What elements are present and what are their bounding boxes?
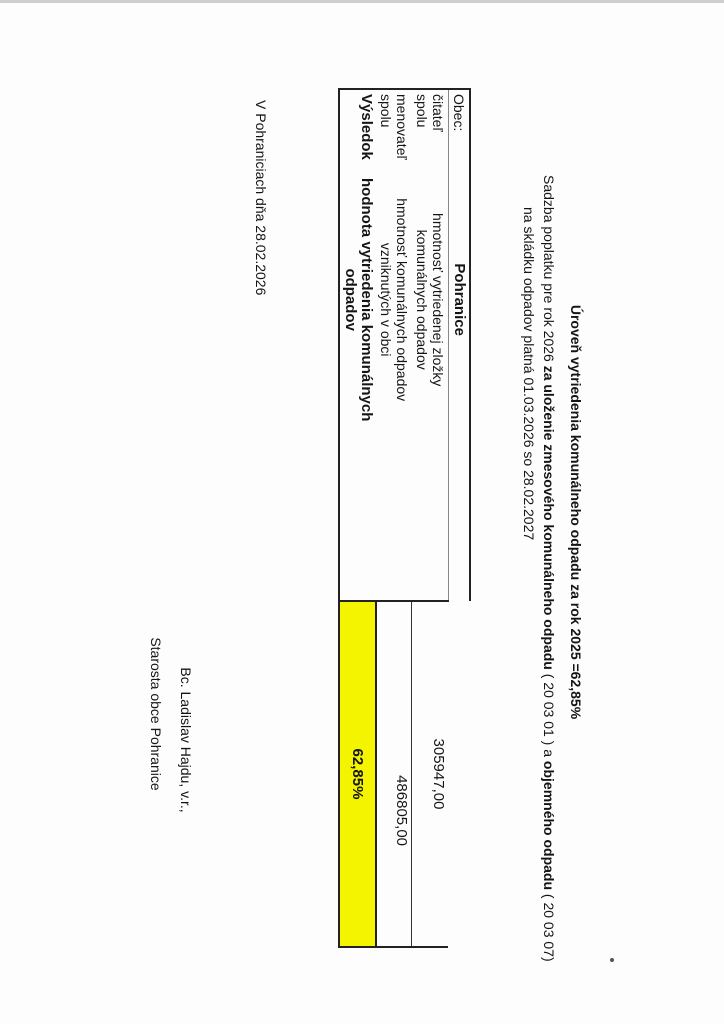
scan-speck (610, 958, 614, 962)
fee-rate-text-3: ( 20 03 07) na skládku odpadov platná 01.03.2026 so 28.02.2027 (521, 207, 557, 962)
table-row-obec (449, 89, 471, 947)
menovatel-description: hmotnosť komunálnych odpadov vzniknutých v obci (378, 198, 410, 402)
signature-block (141, 637, 201, 830)
sorting-result-table (338, 88, 471, 948)
signatory-name: Bc. Ladislav Hajdu, v.r., (178, 667, 194, 813)
table-row-citatel (412, 89, 449, 947)
fee-rate-paragraph (519, 175, 559, 967)
table-row-vysledok (339, 89, 376, 947)
menovatel-value: 486805,00 (376, 601, 412, 947)
vysledok-value: 62,85% (339, 601, 376, 947)
citatel-label: čitateľ spolu (412, 89, 449, 169)
fee-rate-bold-1: za uloženie zmesového komunálneho odpadu (541, 365, 557, 670)
obec-label: Obec: (449, 89, 471, 169)
vysledok-label: Výsledok (339, 89, 376, 169)
fee-rate-bold-2: objemného odpadu (541, 760, 557, 891)
table-row-menovatel (376, 89, 412, 947)
menovatel-label: menovateľ spolu (376, 89, 412, 169)
citatel-value: 305947,00 (412, 601, 449, 947)
place-and-date: V Pohraniciach dňa 28.02.2026 (253, 100, 269, 296)
document-title: Úroveň vytriedenia komunálneho odpadu za rok 2025 =62,85% (568, 304, 584, 720)
obec-value: Pohranice (449, 169, 471, 431)
vysledok-description: hodnota vytriedenia komunálnych odpadov (339, 169, 376, 431)
fee-rate-text-2: ( 20 03 01 ) a (541, 669, 557, 761)
fee-rate-text-1: Sadzba poplatku pre rok 2026 (541, 175, 557, 366)
citatel-description: hmotnosť vytriedenej zložky komunálnych odpadov (414, 213, 446, 387)
signatory-role: Starosta obce Pohranice (148, 637, 164, 791)
